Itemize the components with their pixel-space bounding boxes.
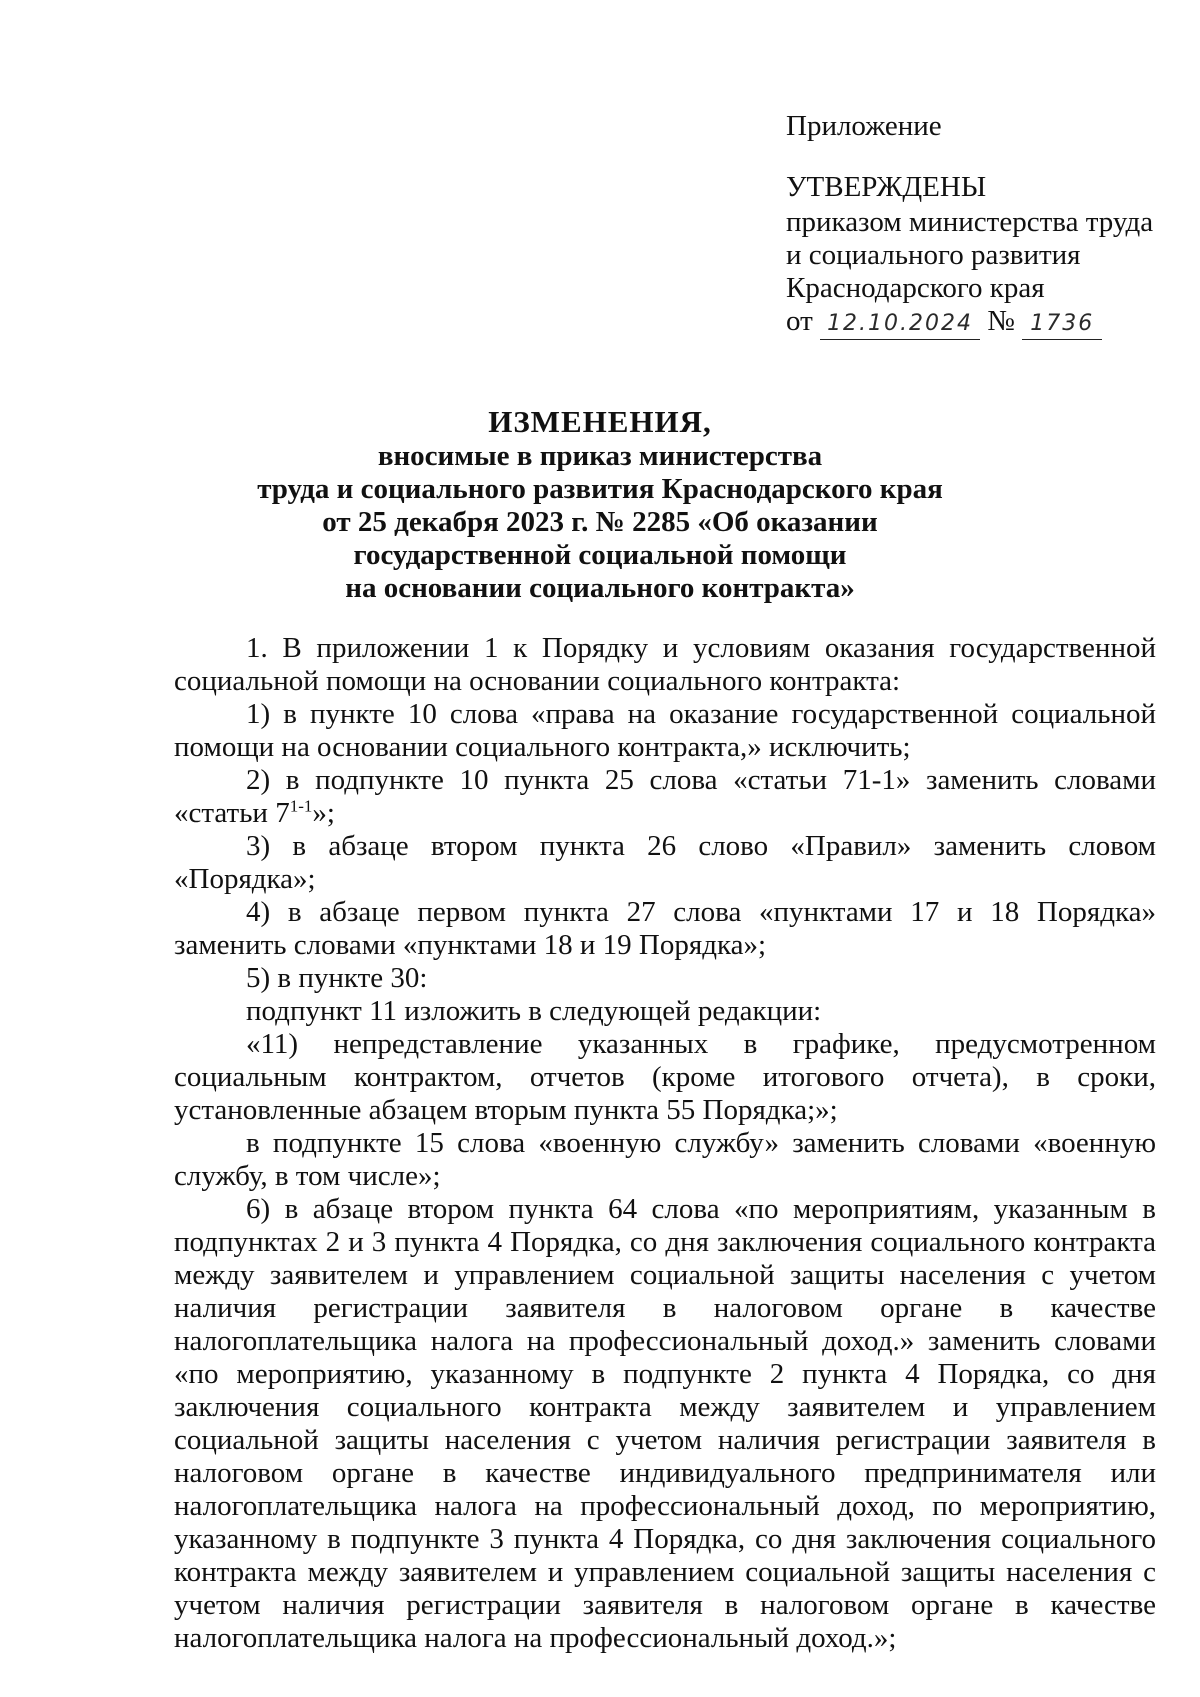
number-field	[1022, 309, 1102, 340]
handwritten-date: 12.10.2024	[827, 311, 974, 336]
paragraph: подпункт 11 изложить в следующей редакции:	[246, 995, 822, 1027]
document-title	[160, 405, 1040, 605]
paragraph-text: 2) в подпункте 10 пункта 25 слова «статьи 71-1» заменить словами «статьи 7	[174, 764, 1156, 829]
order-date-number-row	[786, 305, 1166, 340]
handwritten-number: 1736	[1030, 311, 1095, 336]
title-line: вносимые в приказ министерства	[377, 440, 823, 472]
paragraph: 6) в абзаце втором пункта 64 слова «по мероприятиям, указанным в подпунктах 2 и 3 пункта 4 Порядка, со дня заключения социального контракта между заявителем и управлением социальной защиты населения с учетом наличия регистрации заявителя в налоговом органе в качестве налогоплательщика налога на профессиональный доход.» заменить словами «по мероприятию, указанному в подпункте 2 пункта 4 Порядка, со дня заключения социального контракта между заявителем и управлением социальной защиты населения с учетом наличия регистрации заявителя в налоговом органе в качестве индивидуального предпринимателя или налогоплательщика налога на профессиональный доход, по мероприятию, указанному в подпункте 3 пункта 4 Порядка, со дня заключения социального контракта между заявителем и управлением социальной защиты населения с учетом наличия регистрации заявителя в налоговом органе в качестве налогоплательщика налога на профессиональный доход.»;	[174, 1193, 1156, 1654]
paragraph: 1. В приложении 1 к Порядку и условиям оказания государственной социальной помощи на основании социального контракта:	[174, 632, 1156, 697]
paragraph	[174, 764, 1156, 830]
paragraph: 4) в абзаце первом пункта 27 слова «пунктами 17 и 18 Порядка» заменить словами «пунктами 18 и 19 Порядка»;	[174, 896, 1156, 961]
paragraph: «11) непредставление указанных в графике, предусмотренном социальным контрактом, отчетов (кроме итогового отчета), в сроки, установленные абзацем вторым пункта 55 Порядка;»;	[174, 1028, 1156, 1126]
paragraph: 3) в абзаце втором пункта 26 слово «Правил» заменить словом «Порядка»;	[174, 830, 1156, 895]
paragraph-text: »;	[312, 797, 335, 829]
appendix-label: Приложение	[786, 110, 942, 142]
title-line: на основании социального контракта»	[345, 572, 855, 604]
approved-heading: УТВЕРЖДЕНЫ	[786, 171, 987, 203]
superscript: 1-1	[289, 796, 313, 816]
paragraph: 1) в пункте 10 слова «права на оказание государственной социальной помощи на основании социального контракта,» исключить;	[174, 698, 1156, 763]
approval-block	[786, 110, 1166, 340]
title-line: от 25 декабря 2023 г. № 2285 «Об оказании	[322, 506, 878, 538]
paragraph: 5) в пункте 30:	[246, 962, 428, 994]
date-field	[820, 309, 980, 340]
number-sign: №	[987, 305, 1015, 337]
title-line: труда и социального развития Краснодарского края	[257, 473, 943, 505]
paragraph: в подпункте 15 слова «военную службу» заменить словами «военную службу, в том числе»;	[174, 1127, 1156, 1192]
approval-line: приказом министерства труда	[786, 206, 1154, 238]
title-line: государственной социальной помощи	[353, 539, 847, 571]
title-main: ИЗМЕНЕНИЯ,	[488, 404, 712, 439]
approval-line: и социального развития	[786, 239, 1081, 271]
from-label: от	[786, 305, 813, 337]
approval-line: Краснодарского края	[786, 272, 1045, 304]
document-body	[174, 632, 1156, 1655]
